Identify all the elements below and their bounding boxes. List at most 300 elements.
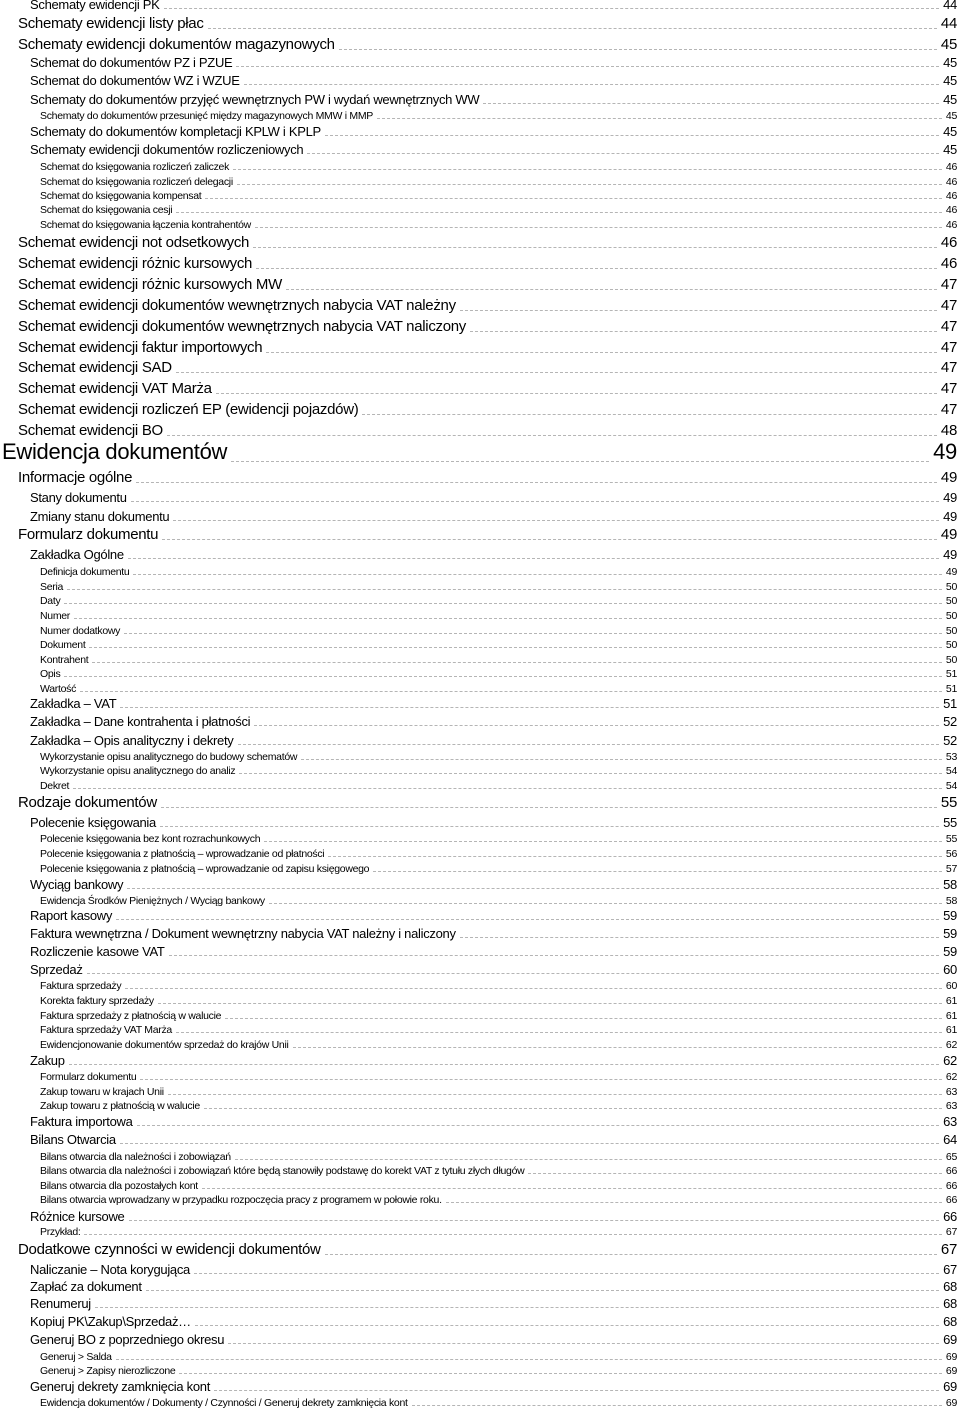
toc-entry[interactable] xyxy=(0,623,960,637)
toc-page-number: 67 xyxy=(943,1262,957,1277)
toc-page-number: 68 xyxy=(943,1279,957,1294)
toc-leader xyxy=(194,1273,939,1274)
toc-entry-title: Schematy ewidencji listy płac xyxy=(18,15,204,32)
toc-page-number: 47 xyxy=(940,359,957,376)
toc-leader xyxy=(169,955,940,956)
toc-leader xyxy=(129,1220,940,1221)
toc-entry[interactable] xyxy=(0,188,960,202)
toc-leader xyxy=(176,372,937,373)
toc-leader xyxy=(460,937,939,938)
toc-entry[interactable] xyxy=(0,1349,960,1363)
toc-leader xyxy=(131,501,939,502)
toc-entry[interactable] xyxy=(0,1395,960,1409)
toc-leader xyxy=(176,1032,942,1033)
toc-entry-title: Raport kasowy xyxy=(30,908,113,923)
toc-page-number: 47 xyxy=(940,401,957,418)
toc-leader xyxy=(225,1018,942,1019)
toc-entry[interactable] xyxy=(0,316,960,335)
toc-entry-title: Schemat do księgowania łączenia kontrahentów xyxy=(40,219,251,231)
toc-entry[interactable] xyxy=(0,140,960,157)
toc-leader xyxy=(264,841,942,842)
toc-page-number: 45 xyxy=(945,110,957,122)
toc-leader xyxy=(255,227,942,228)
toc-entry[interactable] xyxy=(0,1069,960,1083)
toc-entry[interactable] xyxy=(0,1008,960,1022)
toc-leader xyxy=(195,1325,939,1326)
toc-leader xyxy=(120,707,939,708)
toc-page-number: 54 xyxy=(945,765,957,777)
toc-entry-title: Faktura sprzedaży z płatnością w walucie xyxy=(40,1010,222,1022)
toc-entry-title: Generuj BO z poprzedniego okresu xyxy=(30,1332,225,1347)
toc-page-number: 57 xyxy=(945,863,957,875)
toc-entry[interactable] xyxy=(0,507,960,524)
toc-page-number: 61 xyxy=(945,1024,957,1036)
toc-entry[interactable] xyxy=(0,0,960,12)
toc-entry-title: Schemat ewidencji dokumentów wewnętrznych nabycia VAT należny xyxy=(18,297,456,314)
toc-entry-title: Seria xyxy=(40,581,64,593)
toc-leader xyxy=(339,49,937,50)
toc-entry[interactable] xyxy=(0,924,960,941)
toc-entry-title: Ewidencja Środków Pieniężnych / Wyciąg bankowy xyxy=(40,895,265,907)
toc-leader xyxy=(253,247,937,248)
toc-page-number: 47 xyxy=(940,276,957,293)
toc-entry[interactable] xyxy=(0,232,960,251)
toc-leader xyxy=(87,973,940,974)
toc-page-number: 50 xyxy=(945,610,957,622)
toc-leader xyxy=(67,589,942,590)
toc-page-number: 58 xyxy=(945,895,957,907)
toc-page-number: 49 xyxy=(940,526,957,543)
toc-page-number: 49 xyxy=(943,509,957,524)
toc-entry-title: Schematy do dokumentów kompletacji KPLW i KPLP xyxy=(30,124,321,139)
toc-entry[interactable] xyxy=(0,846,960,860)
toc-entry[interactable] xyxy=(0,731,960,748)
toc-entry-title: Wartość xyxy=(40,683,77,695)
toc-entry-title: Wykorzystanie opisu analitycznego do analiz xyxy=(40,765,236,777)
toc-leader xyxy=(528,1173,942,1174)
toc-entry[interactable] xyxy=(0,545,960,562)
toc-entry[interactable] xyxy=(0,1294,960,1311)
toc-leader xyxy=(92,662,942,663)
toc-entry[interactable] xyxy=(0,666,960,680)
toc-leader xyxy=(470,331,937,332)
toc-entry[interactable] xyxy=(0,608,960,622)
toc-leader xyxy=(235,1159,942,1160)
toc-page-number: 52 xyxy=(943,714,957,729)
toc-leader xyxy=(307,153,939,154)
toc-leader xyxy=(325,135,939,136)
toc-leader xyxy=(446,1202,942,1203)
toc-leader xyxy=(127,888,939,889)
toc-page-number: 68 xyxy=(943,1296,957,1311)
toc-leader xyxy=(286,289,937,290)
toc-page-number: 59 xyxy=(943,926,957,941)
toc-leader xyxy=(161,807,937,808)
toc-entry[interactable] xyxy=(0,564,960,578)
toc-entry[interactable] xyxy=(0,1207,960,1224)
toc-page-number: 52 xyxy=(943,733,957,748)
toc-entry-title: Bilans otwarcia wprowadzany w przypadku rozpoczęcia pracy z programem w połowie roku. xyxy=(40,1194,442,1206)
toc-entry-title: Zakup xyxy=(30,1053,65,1068)
toc-entry[interactable] xyxy=(0,202,960,216)
toc-entry[interactable] xyxy=(0,749,960,763)
toc-page-number: 59 xyxy=(943,944,957,959)
toc-entry[interactable] xyxy=(0,357,960,376)
toc-entry-title: Rodzaje dokumentów xyxy=(18,794,157,811)
toc-leader xyxy=(95,1307,939,1308)
toc-entry-title: Zapłać za dokument xyxy=(30,1279,142,1294)
toc-entry-title: Schemat ewidencji SAD xyxy=(18,359,172,376)
toc-leader xyxy=(64,676,942,677)
toc-page-number: 56 xyxy=(945,848,957,860)
toc-leader xyxy=(69,1064,939,1065)
toc-page-number: 66 xyxy=(943,1209,957,1224)
toc-page-number: 45 xyxy=(943,92,957,107)
toc-entry-title: Daty xyxy=(40,595,61,607)
toc-entry-title: Rozliczenie kasowe VAT xyxy=(30,944,165,959)
toc-leader xyxy=(176,212,942,213)
toc-entry-title: Generuj > Zapisy nierozliczone xyxy=(40,1365,176,1377)
toc-entry-title: Faktura sprzedaży VAT Marża xyxy=(40,1024,172,1036)
toc-page-number: 48 xyxy=(940,422,957,439)
toc-page-number: 66 xyxy=(945,1165,957,1177)
toc-entry[interactable] xyxy=(0,1149,960,1163)
toc-leader xyxy=(293,1047,942,1048)
toc-page-number: 47 xyxy=(940,339,957,356)
toc-page-number: 60 xyxy=(945,980,957,992)
toc-leader xyxy=(146,1290,939,1291)
toc-entry-title: Numer xyxy=(40,610,71,622)
toc-leader xyxy=(89,647,941,648)
toc-page-number: 51 xyxy=(945,683,957,695)
toc-page-number: 44 xyxy=(943,0,957,12)
toc-entry-title: Formularz dokumentu xyxy=(18,526,159,543)
toc-entry-title: Bilans otwarcia dla należności i zobowiązań xyxy=(40,1151,231,1163)
toc-entry-title: Polecenie księgowania z płatnością – wprowadzanie od płatności xyxy=(40,848,325,860)
toc-entry-title: Zakładka – VAT xyxy=(30,696,117,711)
toc-page-number: 64 xyxy=(943,1132,957,1147)
toc-leader xyxy=(205,198,941,199)
toc-page-number: 53 xyxy=(945,751,957,763)
toc-page-number: 46 xyxy=(945,204,957,216)
toc-page-number: 66 xyxy=(945,1194,957,1206)
toc-entry[interactable] xyxy=(0,1312,960,1329)
toc-entry-title: Definicja dokumentu xyxy=(40,566,130,578)
toc-entry[interactable] xyxy=(0,217,960,231)
toc-entry-title: Schematy ewidencji PK xyxy=(30,0,160,12)
toc-entry[interactable] xyxy=(0,524,960,543)
toc-leader xyxy=(266,352,937,353)
toc-entry-title: Polecenie księgowania z płatnością – wprowadzanie od zapisu księgowego xyxy=(40,863,370,875)
toc-entry[interactable] xyxy=(0,1377,960,1394)
toc-entry-title: Schemat ewidencji rozliczeń EP (ewidencji pojazdów) xyxy=(18,401,359,418)
toc-leader xyxy=(128,558,939,559)
toc-entry[interactable] xyxy=(0,579,960,593)
toc-entry[interactable] xyxy=(0,906,960,923)
toc-entry-title: Stany dokumentu xyxy=(30,490,127,505)
toc-entry[interactable] xyxy=(0,108,960,122)
toc-entry[interactable] xyxy=(0,1130,960,1147)
toc-entry-title: Dokument xyxy=(40,639,86,651)
toc-page-number: 45 xyxy=(943,73,957,88)
toc-leader xyxy=(237,184,942,185)
toc-leader xyxy=(373,871,942,872)
toc-entry[interactable] xyxy=(0,1051,960,1068)
toc-entry[interactable] xyxy=(0,439,960,465)
toc-entry[interactable] xyxy=(0,1192,960,1206)
toc-page-number: 49 xyxy=(943,490,957,505)
toc-page-number: 45 xyxy=(943,55,957,70)
toc-page-number: 46 xyxy=(945,176,957,188)
toc-entry[interactable] xyxy=(0,337,960,356)
toc-entry-title: Faktura importowa xyxy=(30,1114,133,1129)
toc-leader xyxy=(254,725,939,726)
toc-entry-title: Schemat do księgowania cesji xyxy=(40,204,173,216)
toc-entry[interactable] xyxy=(0,861,960,875)
toc-leader xyxy=(204,1108,942,1109)
toc-entry-title: Bilans Otwarcia xyxy=(30,1132,116,1147)
toc-entry-title: Schematy do dokumentów przyjęć wewnętrznych PW i wydań wewnętrznych WW xyxy=(30,92,480,107)
toc-leader xyxy=(228,1343,939,1344)
toc-page-number: 67 xyxy=(940,1241,957,1258)
toc-page-number: 55 xyxy=(943,815,957,830)
toc-entry[interactable] xyxy=(0,637,960,651)
toc-page-number: 47 xyxy=(940,318,957,335)
toc-entry-title: Zakładka Ogólne xyxy=(30,547,124,562)
toc-page-number: 50 xyxy=(945,581,957,593)
toc-entry[interactable] xyxy=(0,253,960,272)
toc-entry-title: Schemat do księgowania rozliczeń zaliczek xyxy=(40,161,230,173)
toc-entry-title: Schemat do księgowania rozliczeń delegacji xyxy=(40,176,233,188)
toc-page-number: 46 xyxy=(945,190,957,202)
toc-entry[interactable] xyxy=(0,712,960,729)
toc-page-number: 46 xyxy=(940,234,957,251)
toc-page-number: 69 xyxy=(945,1351,957,1363)
toc-leader xyxy=(74,618,942,619)
toc-leader xyxy=(238,744,940,745)
toc-entry[interactable] xyxy=(0,174,960,188)
toc-leader xyxy=(140,1079,941,1080)
toc-entry[interactable] xyxy=(0,1260,960,1277)
toc-leader xyxy=(160,826,939,827)
toc-leader xyxy=(483,103,939,104)
toc-entry-title: Zakup towaru w krajach Unii xyxy=(40,1086,164,1098)
toc-page-number: 50 xyxy=(945,654,957,666)
toc-entry[interactable] xyxy=(0,420,960,439)
toc-leader xyxy=(164,8,940,9)
toc-entry[interactable] xyxy=(0,593,960,607)
toc-page-number: 49 xyxy=(943,547,957,562)
toc-entry[interactable] xyxy=(0,978,960,992)
toc-entry[interactable] xyxy=(0,274,960,293)
toc-page-number: 69 xyxy=(943,1332,957,1347)
toc-page-number: 55 xyxy=(940,794,957,811)
toc-leader xyxy=(301,759,942,760)
toc-entry[interactable] xyxy=(0,875,960,892)
toc-page-number: 45 xyxy=(943,124,957,139)
toc-page-number: 50 xyxy=(945,625,957,637)
toc-leader xyxy=(460,310,937,311)
toc-leader xyxy=(158,1003,942,1004)
toc-page-number: 69 xyxy=(943,1379,957,1394)
toc-page-number: 46 xyxy=(945,219,957,231)
toc-entry-title: Dodatkowe czynności w ewidencji dokumentów xyxy=(18,1241,321,1258)
toc-entry[interactable] xyxy=(0,960,960,977)
toc-entry[interactable] xyxy=(0,1084,960,1098)
toc-leader xyxy=(167,435,937,436)
toc-entry-title: Schemat do dokumentów WZ i WZUE xyxy=(30,73,240,88)
toc-entry-title: Przykład: xyxy=(40,1226,81,1238)
toc-entry[interactable] xyxy=(0,1163,960,1177)
toc-entry[interactable] xyxy=(0,993,960,1007)
toc-leader xyxy=(84,1234,941,1235)
toc-entry-title: Schemat ewidencji różnic kursowych MW xyxy=(18,276,282,293)
toc-page-number: 45 xyxy=(940,36,957,53)
toc-leader xyxy=(239,773,942,774)
toc-entry-title: Kopiuj PK\Zakup\Sprzedaż… xyxy=(30,1314,191,1329)
toc-entry[interactable] xyxy=(0,71,960,88)
toc-leader xyxy=(64,603,942,604)
toc-entry-title: Polecenie księgowania bez kont rozrachunkowych xyxy=(40,833,261,845)
toc-entry-title: Zakładka – Dane kontrahenta i płatności xyxy=(30,714,251,729)
toc-entry-title: Dekret xyxy=(40,780,70,792)
toc-entry-title: Wyciąg bankowy xyxy=(30,877,124,892)
toc-entry[interactable] xyxy=(0,763,960,777)
toc-entry[interactable] xyxy=(0,13,960,32)
toc-page-number: 55 xyxy=(945,833,957,845)
toc-page-number: 49 xyxy=(945,566,957,578)
toc-page-number: 46 xyxy=(945,161,957,173)
toc-page-number: 63 xyxy=(945,1100,957,1112)
toc-entry-title: Kontrahent xyxy=(40,654,89,666)
toc-leader xyxy=(179,1373,941,1374)
toc-leader xyxy=(168,1094,942,1095)
toc-page-number: 68 xyxy=(943,1314,957,1329)
toc-entry[interactable] xyxy=(0,1330,960,1347)
toc-entry[interactable] xyxy=(0,778,960,792)
toc-page-number: 45 xyxy=(943,142,957,157)
toc-entry-title: Schematy ewidencji dokumentów rozliczeniowych xyxy=(30,142,304,157)
toc-leader xyxy=(233,169,942,170)
toc-entry[interactable] xyxy=(0,1178,960,1192)
toc-leader xyxy=(162,539,937,540)
toc-page-number: 60 xyxy=(943,962,957,977)
toc-entry[interactable] xyxy=(0,488,960,505)
toc-entry[interactable] xyxy=(0,399,960,418)
toc-entry[interactable] xyxy=(0,1098,960,1112)
toc-page-number: 61 xyxy=(945,1010,957,1022)
toc-entry[interactable] xyxy=(0,681,960,695)
toc-leader xyxy=(362,414,936,415)
toc-page-number: 44 xyxy=(940,15,957,32)
toc-entry-title: Zakup towaru z płatnością w walucie xyxy=(40,1100,200,1112)
toc-entry[interactable] xyxy=(0,1363,960,1377)
toc-leader xyxy=(136,482,937,483)
toc-entry-title: Opis xyxy=(40,668,61,680)
toc-entry[interactable] xyxy=(0,813,960,830)
toc-entry[interactable] xyxy=(0,378,960,397)
toc-entry[interactable] xyxy=(0,90,960,107)
toc-entry-title: Formularz dokumentu xyxy=(40,1071,137,1083)
toc-page-number: 46 xyxy=(940,255,957,272)
toc-entry[interactable] xyxy=(0,467,960,486)
toc-page-number: 50 xyxy=(945,639,957,651)
toc-leader xyxy=(328,856,942,857)
toc-entry[interactable] xyxy=(0,1022,960,1036)
toc-entry-title: Bilans otwarcia dla pozostałych kont xyxy=(40,1180,198,1192)
toc-page-number: 47 xyxy=(940,297,957,314)
toc-entry-title: Korekta faktury sprzedaży xyxy=(40,995,154,1007)
toc-entry[interactable] xyxy=(0,652,960,666)
toc-entry[interactable] xyxy=(0,1112,960,1129)
toc-leader xyxy=(216,393,937,394)
toc-leader xyxy=(208,28,937,29)
toc-entry-title: Schemat ewidencji faktur importowych xyxy=(18,339,263,356)
toc-leader xyxy=(256,268,937,269)
toc-entry-title: Schemat ewidencji różnic kursowych xyxy=(18,255,253,272)
toc-entry-title: Zmiany stanu dokumentu xyxy=(30,509,170,524)
toc-page-number: 62 xyxy=(945,1071,957,1083)
toc-entry-title: Schematy ewidencji dokumentów magazynowych xyxy=(18,36,335,53)
toc-leader xyxy=(231,461,929,462)
toc-entry-title: Renumeruj xyxy=(30,1296,91,1311)
toc-page-number: 62 xyxy=(945,1039,957,1051)
toc-page-number: 59 xyxy=(943,908,957,923)
toc-entry-title: Zakładka – Opis analityczny i dekrety xyxy=(30,733,234,748)
toc-page-number: 51 xyxy=(945,668,957,680)
toc-entry[interactable] xyxy=(0,159,960,173)
toc-page-number: 50 xyxy=(945,595,957,607)
toc-entry[interactable] xyxy=(0,122,960,139)
toc-page-number: 67 xyxy=(945,1226,957,1238)
toc-entry-title: Polecenie księgowania xyxy=(30,815,156,830)
toc-entry[interactable] xyxy=(0,792,960,811)
toc-entry-title: Schemat ewidencji BO xyxy=(18,422,163,439)
toc-leader xyxy=(120,1143,939,1144)
toc-leader xyxy=(73,788,942,789)
toc-entry-title: Schemat ewidencji VAT Marża xyxy=(18,380,212,397)
toc-entry-title: Generuj > Salda xyxy=(40,1351,112,1363)
toc-entry[interactable] xyxy=(0,1239,960,1258)
toc-page-number: 58 xyxy=(943,877,957,892)
toc-entry[interactable] xyxy=(0,34,960,53)
toc-entry[interactable] xyxy=(0,53,960,70)
toc-leader xyxy=(124,633,942,634)
toc-leader xyxy=(214,1390,939,1391)
toc-page-number: 63 xyxy=(945,1086,957,1098)
toc-leader xyxy=(236,66,939,67)
toc-leader xyxy=(269,903,942,904)
toc-entry[interactable] xyxy=(0,893,960,907)
toc-leader xyxy=(133,574,941,575)
toc-leader xyxy=(325,1254,937,1255)
toc-entry-title: Schemat ewidencji not odsetkowych xyxy=(18,234,250,251)
toc-leader xyxy=(202,1188,942,1189)
toc-entry[interactable] xyxy=(0,295,960,314)
toc-entry-title: Informacje ogólne xyxy=(18,469,133,486)
toc-entry[interactable] xyxy=(0,1277,960,1294)
toc-entry[interactable] xyxy=(0,942,960,959)
toc-entry[interactable] xyxy=(0,1037,960,1051)
toc-entry-title: Sprzedaż xyxy=(30,962,83,977)
toc-leader xyxy=(377,118,942,119)
toc-page-number: 63 xyxy=(943,1114,957,1129)
toc-entry[interactable] xyxy=(0,831,960,845)
toc-entry[interactable] xyxy=(0,1224,960,1238)
toc-page-number: 49 xyxy=(933,439,957,464)
toc-leader xyxy=(116,1359,942,1360)
toc-entry[interactable] xyxy=(0,694,960,711)
